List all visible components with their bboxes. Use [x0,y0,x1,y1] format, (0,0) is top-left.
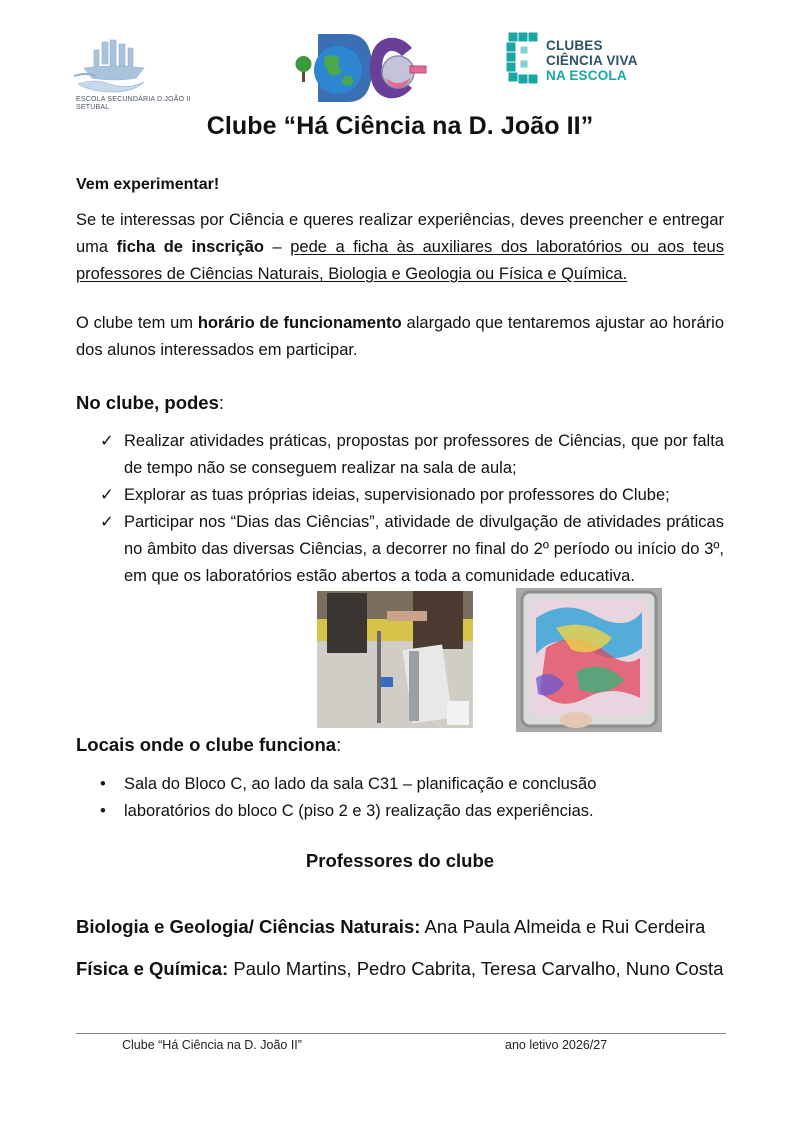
clubes-logo [504,30,644,90]
intro-heading: Vem experimentar! [76,176,220,193]
p1-text-a: Se te interessas por Ciência e queres realizar experiências, deves preencher e entregar uma [76,211,724,256]
footer-club-name: Clube “Há Ciência na D. João II” [122,1038,302,1052]
clubes-line2: CIÊNCIA VIVA [546,53,638,68]
locations-list [76,771,724,825]
school-name-line2: SETÚBAL [76,104,110,111]
dc-logo [290,28,440,110]
list-item-text: Realizar atividades práticas, propostas por professores de Ciências, que por falta de tempo não se conseguem realizar na sala de aula; [124,432,724,477]
professors-line-physics [76,954,724,983]
caravel-ship-icon [74,38,164,96]
clubes-line1: CLUBES [546,38,603,53]
physics-label: Física e Química: [76,958,229,979]
clubes-line3: NA ESCOLA [546,68,627,83]
activities-heading [76,392,224,414]
list-item [76,771,724,798]
p2-text-b: alargado que tentaremos ajustar ao horário dos alunos interessados em participar. [76,314,724,359]
list-item [76,428,724,482]
biology-label: Biologia e Geologia/ Ciências Naturais: [76,916,421,937]
bullet-icon: • [100,802,106,820]
activities-list [76,428,724,590]
physics-names: Paulo Martins, Pedro Cabrita, Teresa Carvalho, Nuno Costa [228,958,724,979]
footer-divider [76,1033,726,1034]
intro-paragraph-2 [76,310,724,364]
check-icon: ✓ [100,486,114,504]
locations-heading [76,734,341,756]
activities-heading-colon: : [218,392,225,413]
p1-underlined-instructions: pede a ficha às auxiliares dos laboratórios ou aos teus professores de Ciências Naturais, Biologia e Geologia ou Física e Química. [76,238,724,283]
list-item [76,482,724,509]
clubes-ciencia-viva-logo [504,30,544,88]
intro-paragraph-1 [76,207,724,288]
professors-line-biology [76,912,724,941]
check-icon: ✓ [100,432,114,450]
locations-heading-bold: Locais onde o clube funciona [76,734,337,755]
p1-bold: ficha de inscrição [116,238,264,256]
lab-experiment-photo [317,591,473,728]
biology-names: Ana Paula Almeida e Rui Cerdeira [420,916,706,937]
professors-heading: Professores do clube [305,850,495,871]
footer-school-year: ano letivo 2026/27 [505,1038,608,1052]
p2-text-a: O clube tem um [76,314,198,332]
marbled-colors-tray-photo [516,588,662,732]
list-item-text: Explorar as tuas próprias ideias, supervisionado por professores do Clube; [124,486,670,504]
list-item-text: laboratórios do bloco C (piso 2 e 3) realização das experiências. [124,802,594,820]
p1-dash: – [263,238,291,256]
list-item [76,509,724,590]
school-logo [74,38,224,113]
page-title: Clube “Há Ciência na D. João II” [206,112,594,140]
bullet-icon: • [100,775,106,793]
p2-bold: horário de funcionamento [197,314,402,332]
school-name [76,96,191,112]
list-item [76,798,724,825]
school-name-line1: ESCOLA SECUNDÁRIA D.JOÃO II [76,96,191,103]
dc-science-club-logo [290,28,440,110]
list-item-text: Participar nos “Dias das Ciências”, atividade de divulgação de atividades práticas no âmbito das diversas Ciências, a decorrer no final do 2º período ou início do 3º, em que os laboratórios estão abertos a toda a comunidade educativa. [124,513,724,585]
clubes-text [546,38,638,83]
locations-heading-colon: : [336,734,342,755]
activities-heading-bold: No clube, podes [76,392,219,413]
check-icon: ✓ [100,513,114,531]
list-item-text: Sala do Bloco C, ao lado da sala C31 – planificação e conclusão [124,775,597,793]
